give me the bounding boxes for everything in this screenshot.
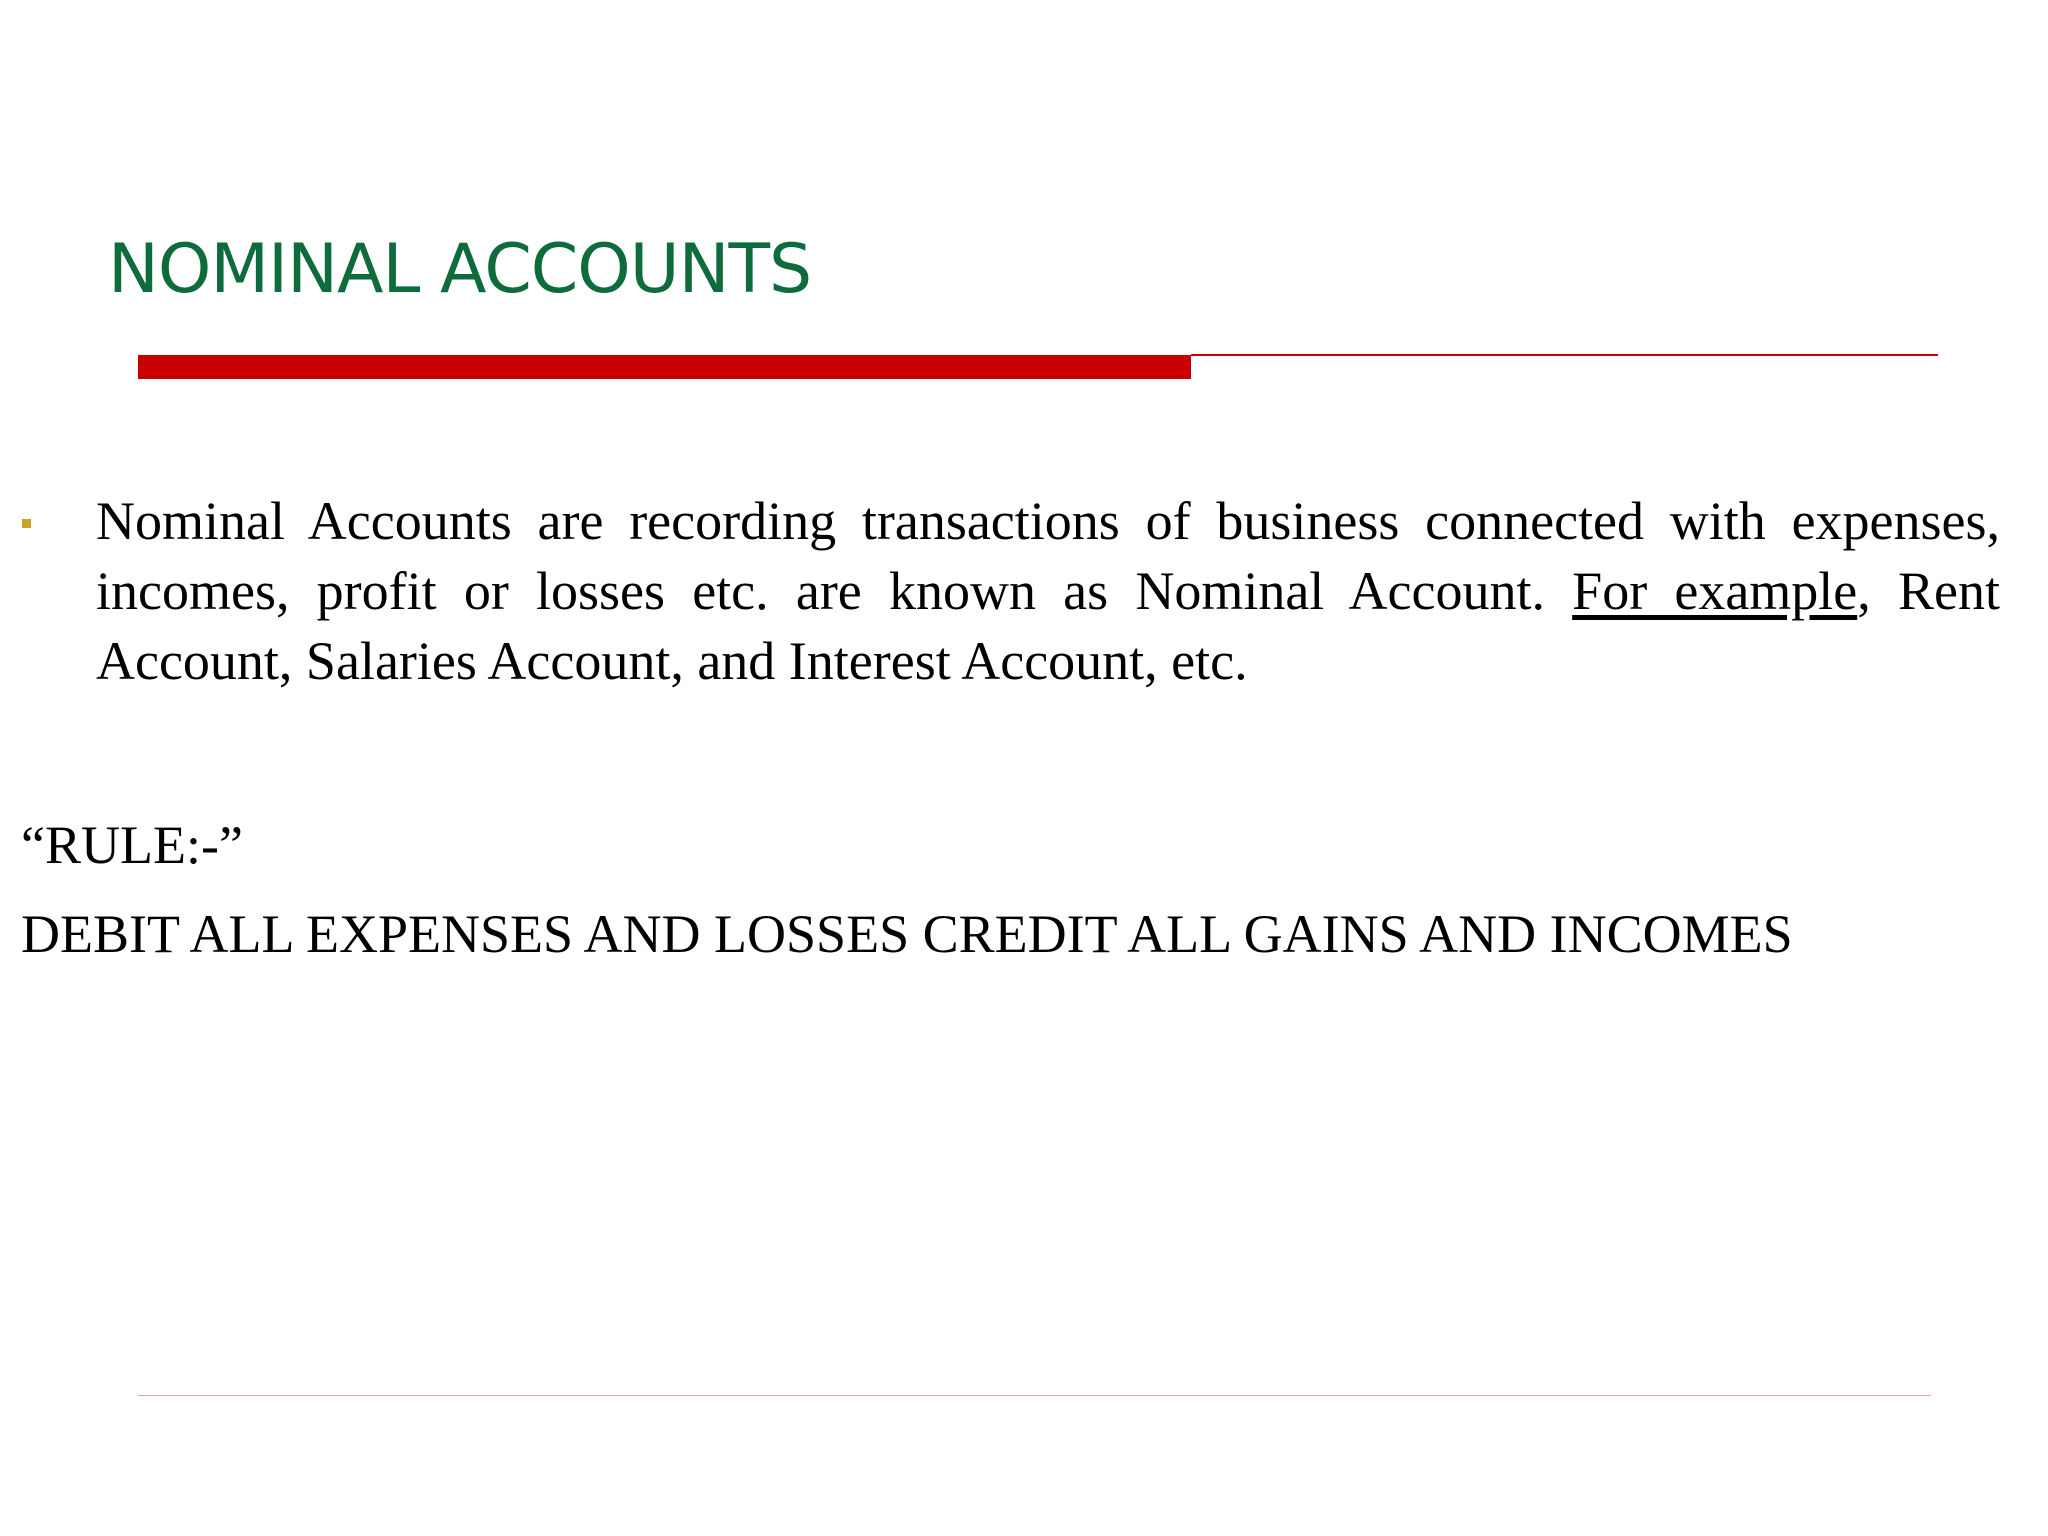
bullet-text-underlined: For example <box>1572 561 1858 621</box>
rule-label: “RULE:-” <box>21 815 243 875</box>
slide-title: NOMINAL ACCOUNTS <box>108 230 812 309</box>
footer-divider <box>138 1395 1931 1396</box>
bullet-text-part1: Nominal Accounts are recording transactions of business connected with expenses, incomes, profit or losses etc. are known as Nominal Account. <box>96 491 2000 621</box>
square-bullet-icon <box>22 519 31 528</box>
bullet-paragraph <box>96 486 2000 696</box>
title-accent-bar <box>138 355 1191 379</box>
rule-text: DEBIT ALL EXPENSES AND LOSSES CREDIT ALL GAINS AND INCOMES <box>21 904 1793 964</box>
bullet-text-part2: , Rent Account, Salaries Account, and Interest Account, etc. <box>96 561 2000 691</box>
title-accent-line <box>1191 354 1938 356</box>
